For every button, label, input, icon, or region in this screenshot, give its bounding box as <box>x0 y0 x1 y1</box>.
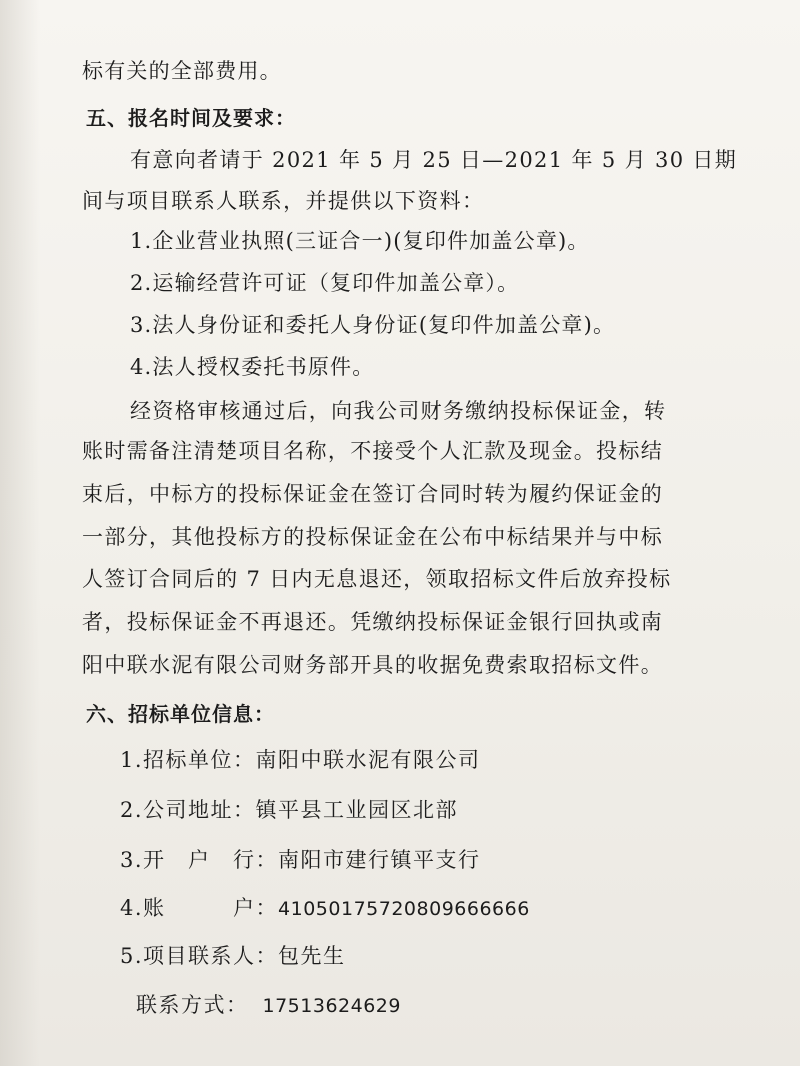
info-label-contact-person: 5.项目联系人： <box>120 944 279 968</box>
info-row-address <box>120 795 458 825</box>
deposit-paragraph-line6: 者，投标保证金不再退还。凭缴纳投标保证金银行回执或南 <box>82 610 664 634</box>
info-value-bank: 南阳市建行镇平支行 <box>278 848 481 872</box>
contact-method-value: 17513624629 <box>262 995 401 1017</box>
requirement-item-1: 1.企业营业执照(三证合一)(复印件加盖公章)。 <box>130 229 590 253</box>
deposit-paragraph-line7: 阳中联水泥有限公司财务部开具的收据免费索取招标文件。 <box>82 653 664 677</box>
deposit-paragraph-line1: 经资格审核通过后，向我公司财务缴纳投标保证金，转 <box>130 399 667 423</box>
continuation-line: 标有关的全部费用。 <box>82 59 282 83</box>
info-row-contact-person <box>120 941 346 971</box>
requirement-item-2: 2.运输经营许可证（复印件加盖公章）。 <box>130 271 520 295</box>
deposit-paragraph-line2: 账时需备注清楚项目名称，不接受个人汇款及现金。投标结 <box>82 439 664 463</box>
section5-intro-line1: 有意向者请于 2021 年 5 月 25 日—2021 年 5 月 30 日期 <box>130 148 738 172</box>
deposit-paragraph-line5: 人签订合同后的 7 日内无息退还，领取招标文件后放弃投标 <box>82 567 672 591</box>
info-value-bidder: 南阳中联水泥有限公司 <box>255 748 481 772</box>
section5-heading: 五、报名时间及要求： <box>86 106 296 130</box>
info-label-bank: 3.开 户 行： <box>120 848 279 872</box>
section5-intro-line2: 间与项目联系人联系，并提供以下资料： <box>82 189 485 213</box>
requirement-item-3: 3.法人身份证和委托人身份证(复印件加盖公章)。 <box>130 313 616 337</box>
info-row-bank <box>120 845 481 875</box>
info-row-bidder <box>120 745 481 775</box>
info-label-address: 2.公司地址： <box>120 798 256 822</box>
info-label-account: 4.账 户： <box>120 896 279 920</box>
requirement-item-4: 4.法人授权委托书原件。 <box>130 355 375 379</box>
contact-method-label: 联系方式： <box>136 993 249 1017</box>
section6-heading: 六、招标单位信息： <box>86 702 275 726</box>
info-value-contact-person: 包先生 <box>278 944 346 968</box>
deposit-paragraph-line3: 束后，中标方的投标保证金在签订合同时转为履约保证金的 <box>82 482 664 506</box>
info-row-account <box>120 893 530 924</box>
page-edge-shadow <box>0 0 40 1066</box>
contact-method-row <box>136 990 401 1021</box>
info-value-address: 镇平县工业园区北部 <box>255 798 459 822</box>
info-label-bidder: 1.招标单位： <box>120 748 256 772</box>
deposit-paragraph-line4: 一部分，其他投标方的投标保证金在公布中标结果并与中标 <box>82 525 664 549</box>
info-value-account: 41050175720809666666 <box>278 898 530 920</box>
